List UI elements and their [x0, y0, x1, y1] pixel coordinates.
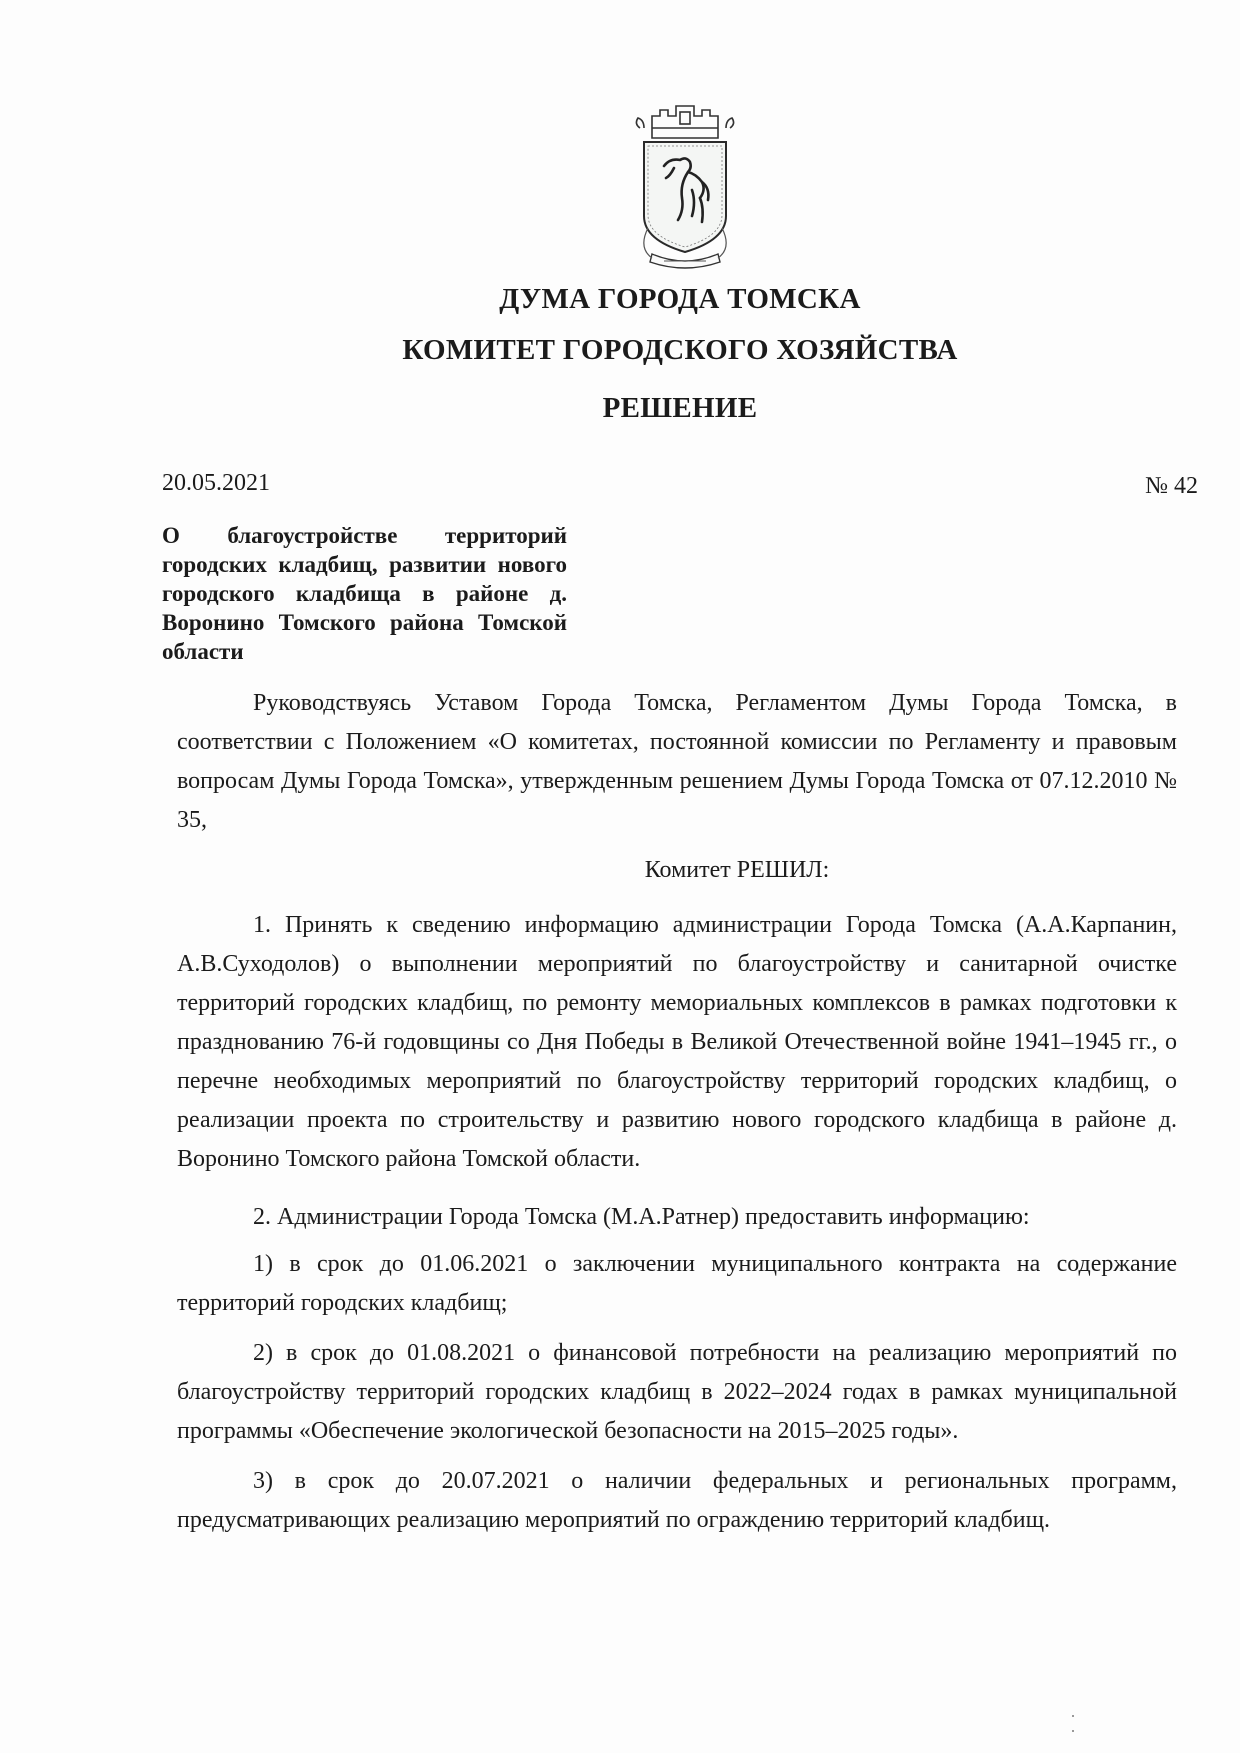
scan-artifact: [1072, 1715, 1074, 1717]
committee-title: КОМИТЕТ ГОРОДСКОГО ХОЗЯЙСТВА: [402, 334, 958, 366]
decision-date: 20.05.2021: [162, 470, 270, 496]
decision-subitem-2: 2) в срок до 01.08.2021 о финансовой потребности на реализацию мероприятий по благоустройству территорий городских кладбищ в 2022–2024 годах в рамках муниципальной программы «Обеспечение экологической безопасности на 2015–2025 годы».: [177, 1340, 1177, 1444]
resolved-heading: Комитет РЕШИЛ:: [644, 857, 830, 883]
document-type-title: РЕШЕНИЕ: [602, 392, 758, 424]
decision-item-1: 1. Принять к сведению информацию администрации Города Томска (А.А.Карпанин, А.В.Суходолов) о выполнении мероприятий по благоустройству и санитарной очистке территорий городских кладбищ, по ремонту мемориальных комплексов в рамках подготовки к празднованию 76-й годовщины со Дня Победы в Великой Отечественной войне 1941–1945 гг., о перечне необходимых мероприятий по благоустройству территорий городских кладбищ, о реализации проекта по строительству и развитию нового городского кладбища в районе д. Воронино Томского района Томской области.: [177, 912, 1177, 1172]
scan-artifact: [1072, 1730, 1074, 1732]
preamble-paragraph: Руководствуясь Уставом Города Томска, Регламентом Думы Города Томска, в соответствии с Положением «О комитетах, постоянной комиссии по Регламенту и правовым вопросам Думы Города Томска», утвержденным решением Думы Города Томска от 07.12.2010 № 35,: [177, 690, 1177, 833]
decision-subitem-1: 1) в срок до 01.06.2021 о заключении муниципального контракта на содержание территорий городских кладбищ;: [177, 1251, 1177, 1316]
decision-subitem-3: 3) в срок до 20.07.2021 о наличии федеральных и региональных программ, предусматривающих реализацию мероприятий по ограждению территорий кладбищ.: [177, 1468, 1177, 1533]
decision-subject: О благоустройстве территорий городских кладбищ, развитии нового городского кладбища в районе д. Воронино Томского района Томской области: [162, 523, 567, 664]
decision-item-2: 2. Администрации Города Томска (М.А.Ратнер) предоставить информацию:: [253, 1204, 1030, 1230]
decision-number: № 42: [1145, 473, 1198, 499]
tomsk-coat-of-arms-icon: [630, 98, 740, 270]
organization-title: ДУМА ГОРОДА ТОМСКА: [499, 283, 861, 315]
